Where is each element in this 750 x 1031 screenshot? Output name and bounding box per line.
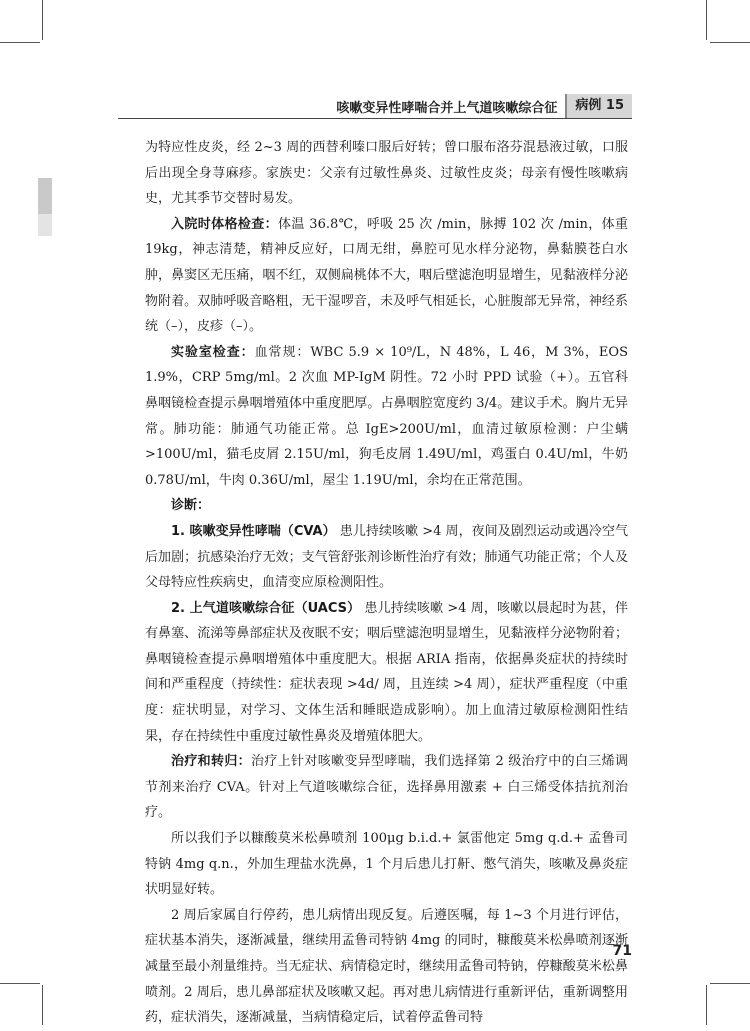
running-head — [118, 94, 632, 118]
paragraph-text: 体温 36.8℃，呼吸 25 次 /min，脉搏 102 次 /min，体重 19kg，神志清楚，精神反应好，口周无绀，鼻腔可见水样分泌物，鼻黏膜苍白水肿，鼻窦区无压痛，咽不红，双侧扁桃体不大，咽后壁滤泡明显增生，见黏液样分泌物附着。双肺呼吸音略粗，无干湿啰音，未及呼气相延长，心脏腹部无异常，神经系统（–），皮疹（–）。 — [145, 216, 628, 335]
crop-mark — [42, 0, 43, 40]
paragraph-lab-tests — [145, 340, 628, 494]
paragraph-physical-exam — [145, 212, 628, 340]
running-head-title: 咳嗽变异性哮喘合并上气道咳嗽综合征 — [336, 100, 558, 116]
crop-mark — [42, 985, 43, 1025]
paragraph-diagnosis-cva — [145, 519, 628, 596]
paragraph-allergy-history: 为特应性皮炎，经 2~3 周的西替利嗪口服后好转；曾口服布洛芬混悬液过敏，口服后出现全身荨麻疹。家族史：父亲有过敏性鼻炎、过敏性皮炎；母亲有慢性咳嗽病史，尤其季节交替时易发。 — [145, 140, 628, 207]
crop-mark — [710, 983, 750, 984]
crop-mark — [710, 42, 750, 43]
paragraph-follow-up: 2 周后家属自行停药，患儿病情出现反复。后遵医嘱，每 1~3 个月进行评估，症状基本消失，逐渐减量，继续用孟鲁司特钠 4mg 的同时，糠酸莫米松鼻喷剂逐渐减量至最小剂量维持。当无症状、病情稳定时，继续用孟鲁司特钠，停糠酸莫米松鼻喷剂。2 周后，患儿鼻部症状及咳嗽又起。再对患儿病情进行重新评估，重新调整用药，症状消失，逐渐减量，当病情稳定后，试着停孟鲁司特 — [145, 907, 628, 1026]
paragraph-medication: 所以我们予以糠酸莫米松鼻喷剂 100μg b.i.d.+ 氯雷他定 5mg q.d.+ 孟鲁司特钠 4mg q.n.，外加生理盐水洗鼻，1 个月后患儿打鼾、憋气消失，咳嗽及鼻炎症状明显好转。 — [145, 831, 628, 898]
paragraph-text: 患儿持续咳嗽 >4 周，夜间及剧烈运动或遇冷空气后加剧；抗感染治疗无效；支气管舒张剂诊断性治疗有效；肺通气功能正常；个人及父母特应性疾病史，血清变应原检测阳性。 — [145, 523, 628, 591]
crop-mark — [706, 0, 707, 40]
section-heading: 治疗和转归： — [171, 754, 252, 770]
header-rule — [118, 118, 632, 119]
diagnosis-heading: 1. 咳嗽变异性哮喘（CVA） — [171, 523, 336, 539]
diagnosis-heading: 2. 上气道咳嗽综合征（UACS） — [171, 600, 361, 616]
case-label: 病例 15 — [565, 94, 632, 118]
chapter-tab-marker — [38, 178, 52, 214]
paragraph-text: 治疗上针对咳嗽变异型哮喘，我们选择第 2 级治疗中的白三烯调节剂来治疗 CVA。针对上气道咳嗽综合征，选择鼻用激素 + 白三烯受体拮抗剂治疗。 — [145, 754, 628, 821]
section-heading: 实验室检查： — [171, 344, 255, 360]
section-heading: 入院时体格检查： — [171, 216, 279, 232]
crop-mark — [706, 985, 707, 1025]
section-heading: 诊断： — [171, 498, 211, 514]
paragraph-text: 血常规：WBC 5.9 × 10⁹/L，N 48%，L 46，M 3%，EOS 1.9%，CRP 5mg/ml。2 次血 MP-IgM 阴性。72 小时 PPD 试验（+）。五官科鼻咽镜检查提示鼻咽增殖体中重度肥厚。占鼻咽腔宽度约 3/4。建议手术。胸片无异常。肺功能：肺通气功能正常。总 IgE>200U/ml，血清过敏原检测：户尘螨 >100U/ml，猫毛皮屑 2.15U/ml，狗毛皮屑 1.49U/ml，鸡蛋白 0.4U/ml，牛奶 0.78U/ml，牛肉 0.36U/ml，屋尘 1.19U/ml，余均在正常范围。 — [145, 344, 628, 488]
page-number: 71 — [612, 943, 632, 959]
crop-mark — [0, 983, 40, 984]
body-text — [145, 135, 628, 1031]
paragraph-treatment — [145, 749, 628, 826]
crop-mark — [0, 42, 40, 43]
chapter-tab-marker-light — [38, 214, 52, 236]
paragraph-diagnosis-uacs — [145, 596, 628, 750]
paragraph-text: 患儿持续咳嗽 >4 周，咳嗽以晨起时为甚，伴有鼻塞、流涕等鼻部症状及夜眠不安；咽后壁滤泡明显增生，见黏液样分泌物附着；鼻咽镜检查提示鼻咽增殖体中重度肥大。根据 ARIA 指南，依据鼻炎症状的持续时间和严重程度（持续性：症状表现 >4d/ 周，且连续 >4 周），症状严重程度（中重度：症状明显，对学习、文体生活和睡眠造成影响）。加上血清过敏原检测阳性结果，存在持续性中重度过敏性鼻炎及增殖体肥大。 — [145, 600, 629, 744]
paragraph-diagnosis — [145, 493, 628, 519]
